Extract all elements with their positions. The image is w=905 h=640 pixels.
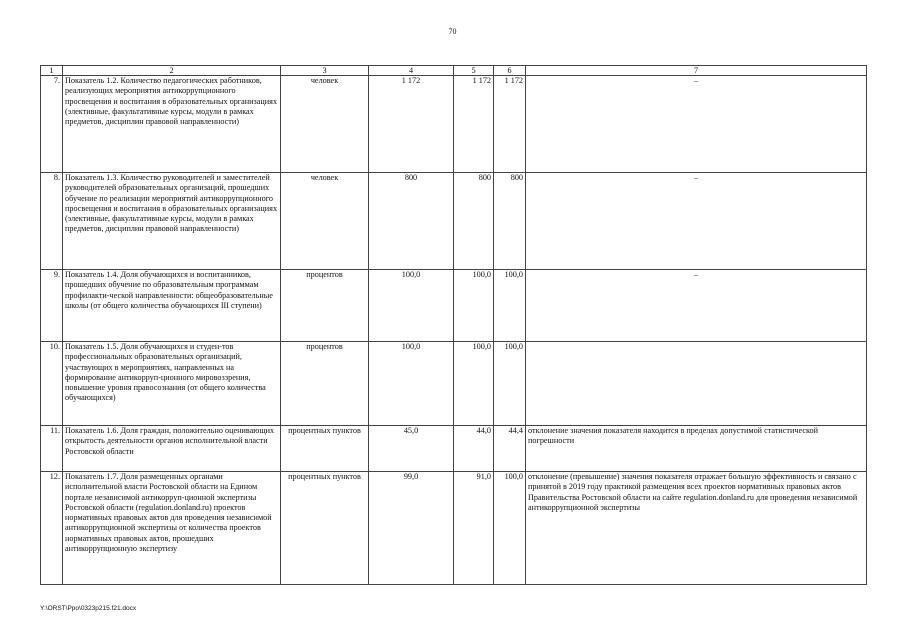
value-col5: 91,0 (454, 472, 494, 585)
value-col4: 100,0 (369, 270, 454, 342)
table-row (41, 426, 867, 472)
value-col4: 45,0 (369, 426, 454, 472)
note-cell (526, 342, 867, 426)
table-row (41, 342, 867, 426)
header-cell-1: 1 (41, 66, 63, 76)
note-cell: отклонение (превышение) значения показателя отражает большую эффективность и связано с принятой в 2019 году практикой размещения всех проектов нормативных правовых актов Правительства Ростовской области на сайте regulation.donland.ru для проведения независимой антикоррупционной экспертизы (526, 472, 867, 585)
file-path-footer: Y:\ORST\Ppo\0323p215.f21.docx (40, 605, 137, 612)
note-cell: – (526, 270, 867, 342)
indicators-table (40, 65, 867, 585)
value-col5: 800 (454, 173, 494, 270)
value-col5: 100,0 (454, 270, 494, 342)
header-cell-4: 4 (369, 66, 454, 76)
row-number: 7. (41, 76, 63, 173)
unit-cell: человек (281, 173, 369, 270)
value-col4: 1 172 (369, 76, 454, 173)
value-col5: 44,0 (454, 426, 494, 472)
value-col4: 100,0 (369, 342, 454, 426)
table-row (41, 76, 867, 173)
indicator-text: Показатель 1.7. Доля размещенных органами исполнительной власти Ростовской области на Едином портале независимой антикорруп-ционной экспертизы Ростовской области (regulation.donland.ru) проектов нормативных правовых актов для проведения независимой антикоррупционной экспертизы от количества проектов нормативных правовых актов, прошедших антикоррупционную экспертизу (63, 472, 281, 585)
unit-cell: процентных пунктов (281, 472, 369, 585)
value-col5: 1 172 (454, 76, 494, 173)
indicator-text: Показатель 1.3. Количество руководителей и заместителей руководителей образовательных организаций, прошедших обучение по реализации мероприятий антикоррупционного просвещения и воспитания в образовательных организациях (элективные, факультативные курсы, модули в рамках предметов, дисциплин правовой направленности) (63, 173, 281, 270)
row-number: 10. (41, 342, 63, 426)
indicator-text: Показатель 1.2. Количество педагогических работников, реализующих мероприятия антикоррупционного просвещения и воспитания в образовательных организациях (элективные, факультативные курсы, модули в рамках предметов, дисциплин правовой направленности) (63, 76, 281, 173)
header-cell-2: 2 (63, 66, 281, 76)
note-cell: – (526, 76, 867, 173)
header-row (41, 66, 867, 76)
unit-cell: процентных пунктов (281, 426, 369, 472)
value-col6: 100,0 (494, 472, 526, 585)
row-number: 11. (41, 426, 63, 472)
value-col6: 1 172 (494, 76, 526, 173)
row-number: 9. (41, 270, 63, 342)
value-col4: 99,0 (369, 472, 454, 585)
table-row (41, 173, 867, 270)
table-row (41, 472, 867, 585)
row-number: 8. (41, 173, 63, 270)
row-number: 12. (41, 472, 63, 585)
header-cell-5: 5 (454, 66, 494, 76)
value-col5: 100,0 (454, 342, 494, 426)
value-col6: 800 (494, 173, 526, 270)
table-row (41, 270, 867, 342)
header-cell-3: 3 (281, 66, 369, 76)
note-cell: – (526, 173, 867, 270)
header-cell-7: 7 (526, 66, 867, 76)
note-cell: отклонение значения показателя находится в пределах допустимой статистической погрешности (526, 426, 867, 472)
page-number: 70 (448, 27, 457, 36)
value-col6: 100,0 (494, 342, 526, 426)
unit-cell: процентов (281, 342, 369, 426)
value-col6: 100,0 (494, 270, 526, 342)
indicator-text: Показатель 1.4. Доля обучающихся и воспитанников, прошедших обучение по образовательным программам профилакти-ческой направленности: общеобразовательные школы (от общего количества обучающихся III ступени) (63, 270, 281, 342)
value-col4: 800 (369, 173, 454, 270)
header-cell-6: 6 (494, 66, 526, 76)
indicator-text: Показатель 1.5. Доля обучающихся и студен-тов профессиональных образовательных организаций, участвующих в мероприятиях, направленных на формирование антикорруп-ционного мировоззрения, повышение уровня правосознания (от общего количества обучающихся) (63, 342, 281, 426)
indicator-text: Показатель 1.6. Доля граждан, положительно оценивающих открытость деятельности органов исполнительной власти Ростовской области (63, 426, 281, 472)
unit-cell: человек (281, 76, 369, 173)
unit-cell: процентов (281, 270, 369, 342)
value-col6: 44,4 (494, 426, 526, 472)
